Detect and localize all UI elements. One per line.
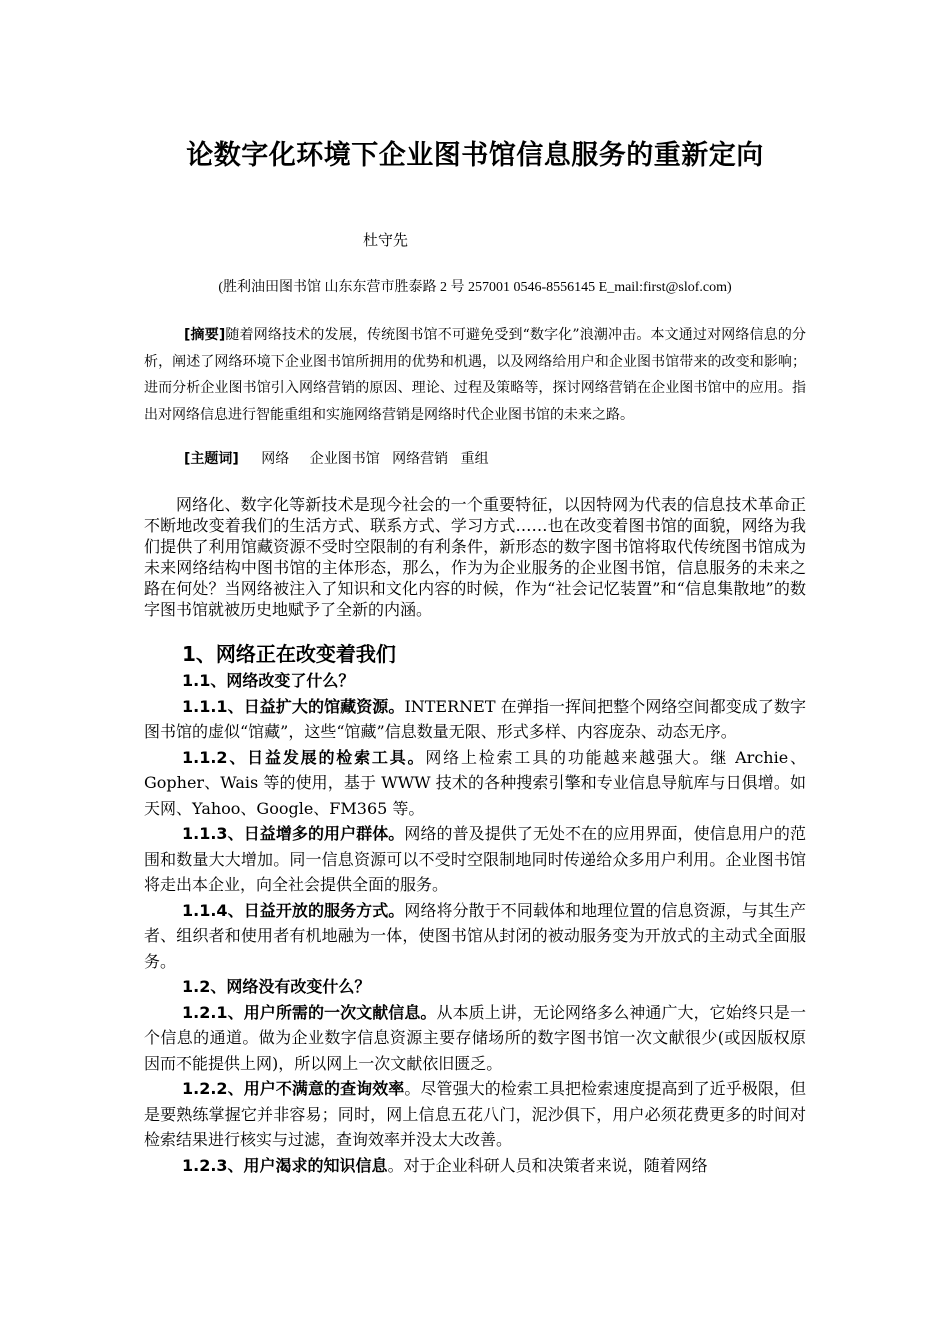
paragraph [144,898,806,975]
abstract-text: 随着网络技术的发展，传统图书馆不可避免受到“数字化”浪潮冲击。本文通过对网络信息的分析，阐述了网络环境下企业图书馆所拥用的优势和机遇，以及网络给用户和企业图书馆带来的改变和影响；进而分析企业图书馆引入网络营销的原因、理论、过程及策略等，探讨网络营销在企业图书馆中的应用。指出对网络信息进行智能重组和实施网络营销是网络时代企业图书馆的未来之路。 [144,327,807,423]
paragraph [144,1076,806,1153]
paragraph-lead: 1.1.1、日益扩大的馆藏资源。 [182,696,405,716]
paragraph-lead: 1.2.2、用户不满意的查询效率 [182,1079,405,1098]
section-heading: 1、网络正在改变着我们 [182,642,396,666]
paragraph [144,821,806,898]
abstract [144,322,806,428]
paragraph-text: 。尽管强大的检索工具把检索速度提高到了近乎极限，但是要熟练掌握它并非容易；同时，网上信息五花八门，泥沙俱下，用户必须花费更多的时间对检索结果进行核实与过滤，查询效率并没太大改善。 [144,1079,806,1149]
keyword: 企业图书馆 [309,451,380,467]
paragraph-lead: 1.1.4、日益开放的服务方式。 [182,900,405,920]
keywords [184,448,497,468]
paragraph-text: 网络将分散于不同载体和地理位置的信息资源，与其生产者、组织者和使用者有机地融为一体，使图书馆从封闭的被动服务变为开放式的主动式全面服务。 [144,900,806,971]
keyword: 重组 [460,451,489,467]
paragraph-text: 从本质上讲，无论网络多么神通广大，它始终只是一个信息的通道。做为企业数字信息资源主要存储场所的数字图书馆一次文献很少(或因版权原因而不能提供上网)，所以网上一次文献依旧匮乏。 [144,1002,806,1073]
intro-paragraph: 网络化、数字化等新技术是现今社会的一个重要特征，以因特网为代表的信息技术革命正不断地改变着我们的生活方式、联系方式、学习方式……也在改变着图书馆的面貌，网络为我们提供了利用馆藏资源不受时空限制的有利条件，新形态的数字图书馆将取代传统图书馆成为未来网络结构中图书馆的主体形态，那么，作为为企业服务的企业图书馆，信息服务的未来之路在何处？当网络被注入了知识和文化内容的时候，作为“社会记忆装置”和“信息集散地”的数字图书馆就被历史地赋予了全新的内涵。 [144,495,806,619]
paragraph-text: 。对于企业科研人员和决策者来说，随着网络 [387,1155,708,1175]
keyword: 网络营销 [392,451,449,467]
paragraph-lead: 1.1.2、日益发展的检索工具。 [182,747,426,767]
paragraph-lead: 1.2.1、用户所需的一次文献信息。 [182,1002,437,1022]
paragraph-text: 网络的普及提供了无处不在的应用界面，使信息用户的范围和数量大大增加。同一信息资源可以不受时空限制地同时传递给众多用户利用。企业图书馆将走出本企业，向全社会提供全面的服务。 [144,824,806,894]
subsection-heading: 1.2、网络没有改变什么？ [182,977,371,996]
author-affiliation: (胜利油田图书馆 山东东营市胜泰路 2 号 257001 0546-8556145 E_mail:first@slof.com) [218,280,732,295]
paragraph-text: 网络上检索工具的功能越来越强大。继 Archie、Gopher、Wais 等的使用，基于 WWW 技术的各种搜索引擎和专业信息导航库与日俱增。如天网、Yahoo、Google、FM365 等。 [144,747,806,818]
abstract-label: [摘要] [184,327,226,343]
paper-title: 论数字化环境下企业图书馆信息服务的重新定向 [186,140,764,171]
paragraph-lead: 1.1.3、日益增多的用户群体。 [182,824,405,843]
paragraph [144,1153,806,1179]
paragraph [144,745,806,822]
subsection-heading: 1.1、网络改变了什么？ [182,671,355,690]
body-text [144,640,806,1178]
keyword: 网络 [261,451,290,467]
paragraph-text: INTERNET 在弹指一挥间把整个网络空间都变成了数字图书馆的虚似“馆藏”，这些“馆藏”信息数量无限、形式多样、内容庞杂、动态无序。 [144,696,806,741]
paragraph [144,694,806,745]
keywords-label: [主题词] [184,451,239,467]
paragraph-lead: 1.2.3、用户渴求的知识信息 [182,1155,388,1175]
paragraph [144,1000,806,1077]
author-name: 杜守先 [363,231,409,249]
